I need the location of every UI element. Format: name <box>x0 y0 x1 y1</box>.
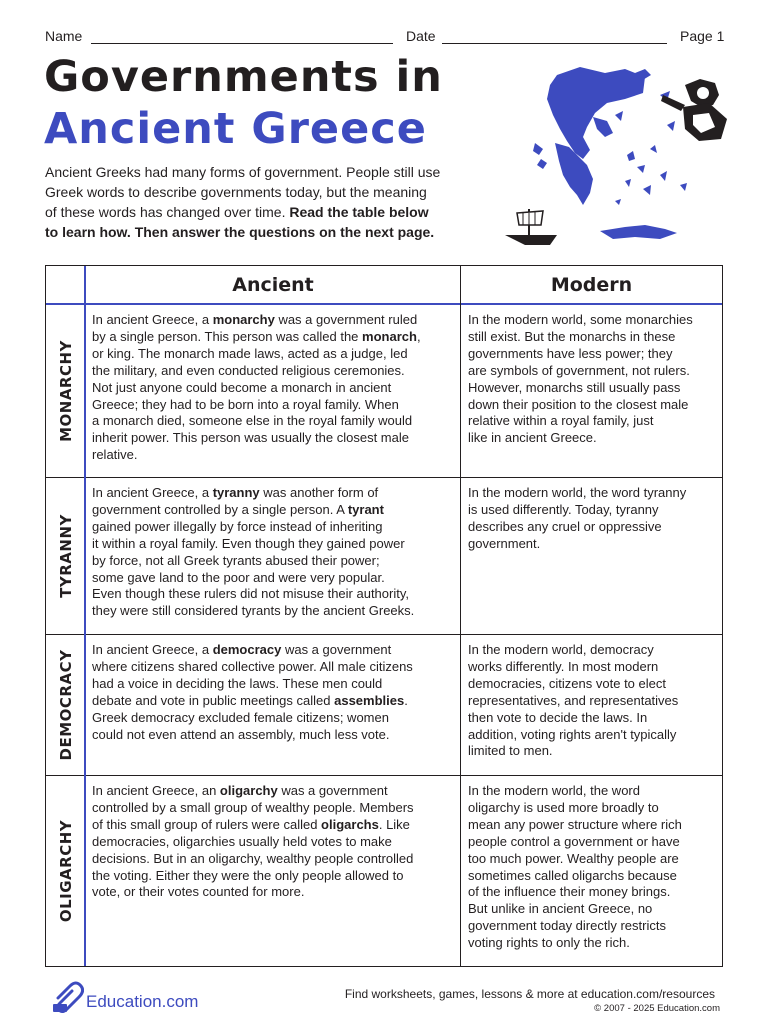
logo-text: Education.com <box>86 992 199 1011</box>
ancient-line <box>92 586 454 603</box>
modern-line: However, monarchs still usually pass <box>468 379 681 395</box>
ancient-line <box>92 868 454 885</box>
modern-line: sometimes called oligarchs because <box>468 867 677 883</box>
ancient-line <box>92 710 454 727</box>
date-label: Date <box>406 28 436 44</box>
text-segment: was another form of <box>259 485 379 500</box>
table-row <box>46 477 722 634</box>
text-segment: democracies, oligarchies usually held votes to make <box>92 833 392 849</box>
modern-line: then vote to decide the laws. In <box>468 709 648 725</box>
ancient-line <box>92 346 454 363</box>
text-segment: where citizens shared collective power. All male citizens <box>92 658 413 674</box>
ancient-line <box>92 380 454 397</box>
title-line-1: Governments in <box>44 52 443 102</box>
date-line[interactable] <box>442 43 667 44</box>
text-segment: was a government <box>281 642 392 657</box>
key-term: monarch <box>362 328 417 344</box>
ancient-line <box>92 447 454 464</box>
text-segment: by force, not all Greek tyrants abused their power; <box>92 552 380 568</box>
text-segment: Greece; they had to be born into a royal family. When <box>92 396 399 412</box>
text-segment: the voting. Either they were the only people allowed to <box>92 867 404 883</box>
worksheet-header <box>45 28 725 48</box>
column-divider-label <box>84 266 86 966</box>
key-term: oligarchs <box>321 816 379 832</box>
text-segment: Not just anyone could become a monarch in ancient <box>92 379 392 395</box>
modern-line: are symbols of government, not rulers. <box>468 362 690 378</box>
modern-line: too much power. Wealthy people are <box>468 850 679 866</box>
text-segment: In ancient Greece, a <box>92 485 213 500</box>
row-label-cell <box>46 478 85 634</box>
modern-cell <box>468 485 718 553</box>
text-segment: controlled by a small group of wealthy people. Members <box>92 799 414 815</box>
ancient-line <box>92 642 454 659</box>
ancient-line <box>92 884 454 901</box>
key-term: tyrant <box>347 501 384 517</box>
text-segment: was a government <box>277 783 388 798</box>
modern-line: oligarchy is used more broadly to <box>468 799 659 815</box>
ancient-line <box>92 676 454 693</box>
text-segment: or king. The monarch made laws, acted as a judge, led <box>92 345 408 361</box>
table-row <box>46 305 722 477</box>
intro-line <box>45 222 485 242</box>
ancient-line <box>92 312 454 329</box>
text-segment: it within a royal family. Even though they gained power <box>92 535 405 551</box>
paperclip-logo-icon <box>52 980 84 1014</box>
key-term: assemblies <box>334 692 405 708</box>
modern-cell <box>468 312 718 447</box>
table-row <box>46 775 722 966</box>
text-segment: was a government ruled <box>274 312 418 327</box>
ancient-line <box>92 659 454 676</box>
modern-line: governments have less power; they <box>468 345 673 361</box>
text-segment: by a single person. This person was called the <box>92 328 363 344</box>
modern-line: In the modern world, the word tyranny <box>468 485 687 500</box>
text-segment: In ancient Greece, a <box>92 312 213 327</box>
ancient-line <box>92 570 454 587</box>
name-line[interactable] <box>91 43 393 44</box>
text-segment: In ancient Greece, an <box>92 783 220 798</box>
key-term: oligarchy <box>219 783 278 798</box>
modern-line: limited to men. <box>468 743 553 759</box>
modern-line: of the influence their money brings. <box>468 884 671 900</box>
text-segment: , <box>416 328 421 344</box>
row-label: OLIGARCHY <box>56 819 75 923</box>
ancient-line <box>92 817 454 834</box>
warrior-figure-icon <box>661 79 727 141</box>
key-term: monarchy <box>212 312 275 327</box>
ancient-line <box>92 800 454 817</box>
modern-line: government today directly restricts <box>468 918 666 934</box>
modern-line: But unlike in ancient Greece, no <box>468 901 653 917</box>
ancient-line <box>92 397 454 414</box>
modern-line: voting rights to only the rich. <box>468 935 630 951</box>
ancient-line <box>92 502 454 519</box>
modern-line: is used differently. Today, tyranny <box>468 501 659 517</box>
row-label-cell <box>46 305 85 477</box>
ancient-cell <box>92 642 454 743</box>
modern-line: representatives, and representatives <box>468 692 679 708</box>
modern-line: In the modern world, the word <box>468 783 640 798</box>
text-segment: Even though these rulers did not misuse their authority, <box>92 586 409 602</box>
modern-line: works differently. In most modern <box>468 658 659 674</box>
intro-bold: to learn how. Then answer the questions on the next page. <box>45 224 435 240</box>
text-segment: a monarch died, someone else in the royal family would <box>92 413 413 429</box>
modern-line: mean any power structure where rich <box>468 816 682 832</box>
row-label-cell <box>46 635 85 775</box>
title-line-2: Ancient Greece <box>44 104 427 154</box>
text-segment: debate and vote in public meetings called <box>92 692 335 708</box>
modern-line: people control a government or have <box>468 833 680 849</box>
modern-cell <box>468 642 718 760</box>
ancient-line <box>92 834 454 851</box>
intro-line: Greek words to describe governments today, but the meaning <box>45 184 427 200</box>
modern-line: still exist. But the monarchs in these <box>468 328 676 344</box>
text-segment: vote, or their votes counted for more. <box>92 884 305 900</box>
text-segment: of this small group of rulers were called <box>92 816 322 832</box>
text-segment: Greek democracy excluded female citizens; women <box>92 709 389 725</box>
ancient-line <box>92 430 454 447</box>
ancient-line <box>92 603 454 620</box>
table-header-row <box>46 266 722 305</box>
modern-line: down their position to the closest male <box>468 396 689 412</box>
greece-map-illustration <box>495 55 735 265</box>
text-segment: . <box>404 692 408 708</box>
modern-line: In the modern world, some monarchies <box>468 312 693 327</box>
ancient-line <box>92 329 454 346</box>
row-label: TYRANNY <box>56 514 75 598</box>
intro-bold: Read the table below <box>289 204 429 220</box>
modern-line: In the modern world, democracy <box>468 642 654 657</box>
key-term: tyranny <box>212 485 260 500</box>
modern-line: addition, voting rights aren't typically <box>468 726 677 742</box>
name-label: Name <box>45 28 83 44</box>
text-segment: . Like <box>378 816 410 832</box>
page-number: Page 1 <box>680 28 725 44</box>
text-segment: gained power illegally by force instead of inheriting <box>92 518 383 534</box>
ancient-line <box>92 519 454 536</box>
text-segment: decisions. But in an oligarchy, wealthy people controlled <box>92 850 414 866</box>
resources-text[interactable]: Find worksheets, games, lessons & more at education.com/resources <box>344 987 715 1001</box>
modern-line: like in ancient Greece. <box>468 430 597 446</box>
education-logo[interactable] <box>52 978 212 1018</box>
modern-line: government. <box>468 535 541 551</box>
column-header-ancient: Ancient <box>232 274 314 296</box>
text-segment: In ancient Greece, a <box>92 642 213 657</box>
copyright-text: © 2007 - 2025 Education.com <box>594 1003 720 1014</box>
modern-line: democracies, citizens vote to elect <box>468 675 666 691</box>
ship-icon <box>505 209 557 245</box>
row-label-cell <box>46 776 85 966</box>
text-segment: relative. <box>92 447 138 463</box>
ancient-line <box>92 363 454 380</box>
government-comparison-table <box>45 265 723 967</box>
text-segment: they were still considered tyrants by the ancient Greeks. <box>92 603 415 619</box>
ancient-line <box>92 727 454 744</box>
text-segment: could not even attend an assembly, much less vote. <box>92 726 390 742</box>
ancient-line <box>92 693 454 710</box>
greece-map <box>533 67 687 239</box>
text-segment: some gave land to the poor and were very popular. <box>92 569 385 585</box>
ancient-line <box>92 553 454 570</box>
column-divider-center <box>460 266 461 966</box>
modern-line: describes any cruel or oppressive <box>468 518 662 534</box>
column-header-modern: Modern <box>550 274 633 296</box>
ancient-line <box>92 536 454 553</box>
modern-cell <box>468 783 718 952</box>
key-term: democracy <box>212 642 282 657</box>
row-label: MONARCHY <box>56 340 75 442</box>
ancient-line <box>92 783 454 800</box>
ancient-cell <box>92 485 454 620</box>
intro-paragraph <box>45 162 485 242</box>
ancient-line <box>92 851 454 868</box>
row-label: DEMOCRACY <box>56 649 75 761</box>
ancient-line <box>92 413 454 430</box>
table-body <box>46 305 722 966</box>
modern-line: relative within a royal family, just <box>468 413 654 429</box>
text-segment: government controlled by a single person. A <box>92 501 348 517</box>
intro-line: of these words has changed over time. Read the table below <box>45 204 429 220</box>
intro-line: Ancient Greeks had many forms of government. People still use <box>45 164 441 180</box>
text-segment: inherit power. This person was usually the closest male <box>92 430 409 446</box>
ancient-cell <box>92 783 454 901</box>
text-segment: the military, and even conducted religious ceremonies. <box>92 362 405 378</box>
text-segment: had a voice in deciding the laws. These men could <box>92 675 383 691</box>
ancient-cell <box>92 312 454 464</box>
ancient-line <box>92 485 454 502</box>
table-row <box>46 634 722 775</box>
